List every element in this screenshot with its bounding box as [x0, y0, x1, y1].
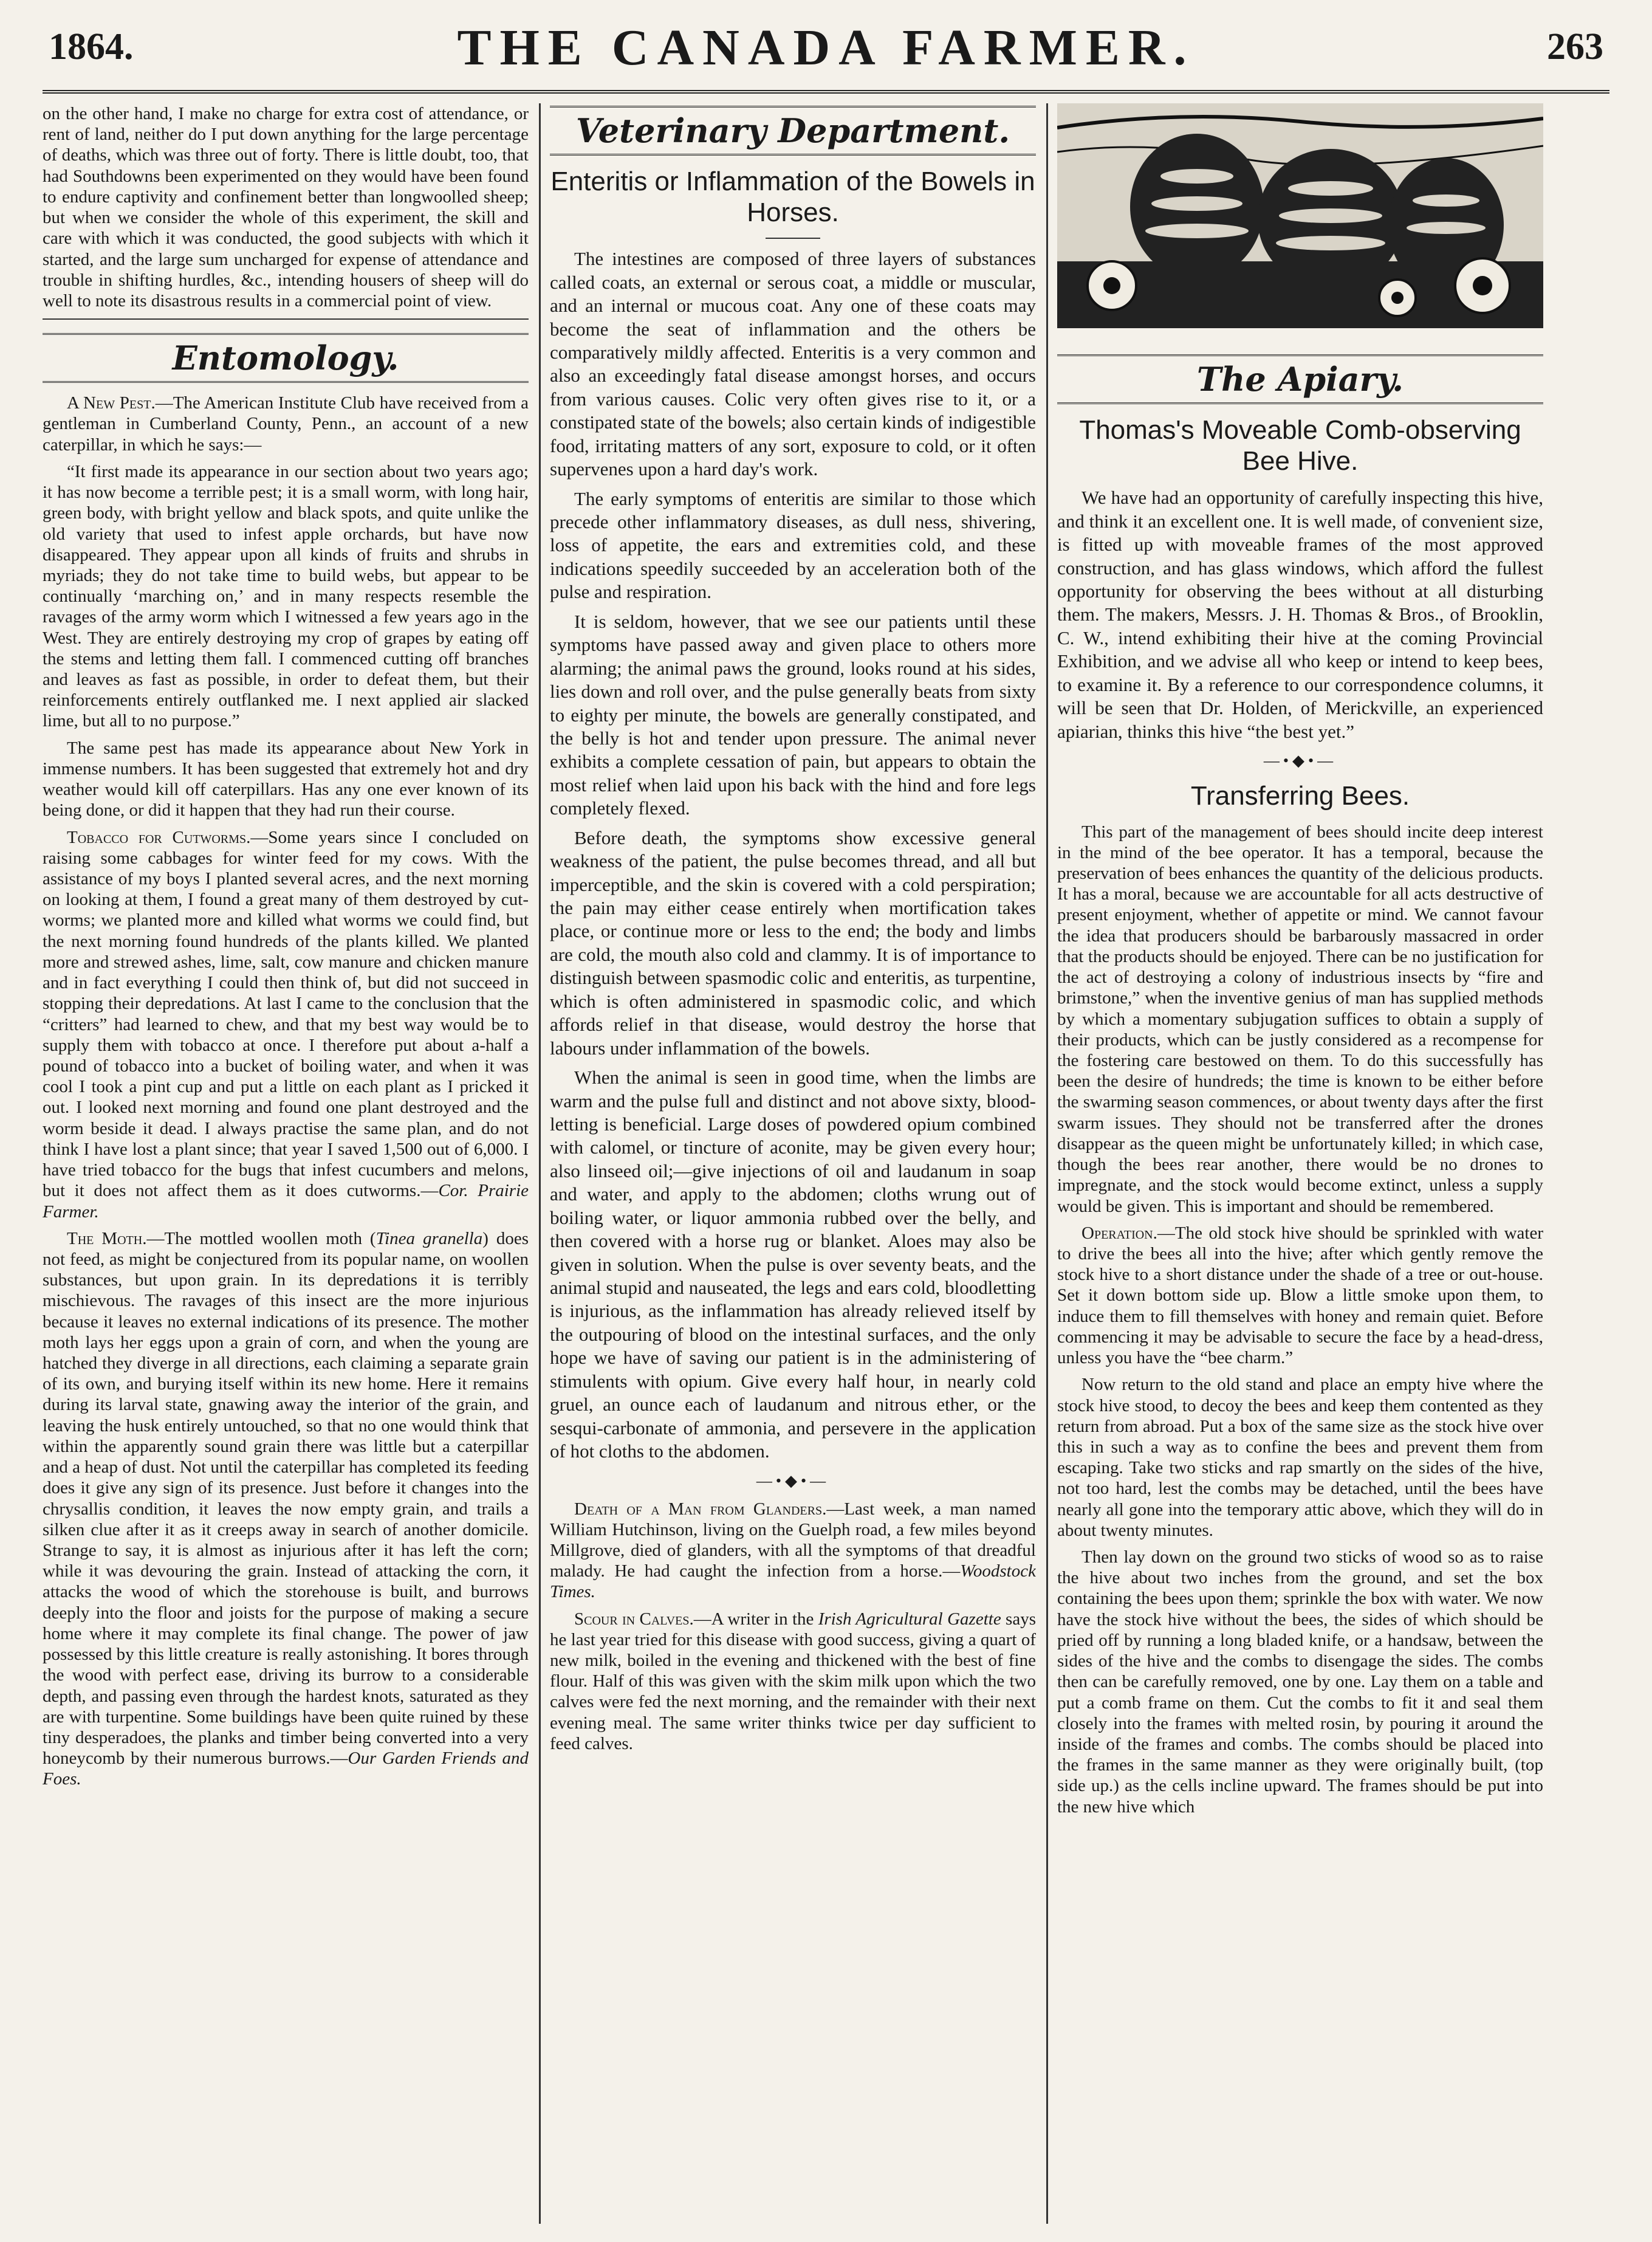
- item-lead: Tobacco for Cutworms.: [67, 827, 251, 847]
- item-lead: Operation.: [1081, 1223, 1157, 1243]
- citation: Our Garden Friends and Foes.: [43, 1749, 529, 1789]
- paragraph: “It first made its appearance in our section about two years ago; it has now become a terrible pest; it is a small worm, with long hair, green body, with bright yellow and black spots, and quite unlike the old variety that used to infest apple orchards, but have now disappeared. They appear upon all kinds of fruits and shrubs in myriads; they do not take time to build webs, but appear to be continually ‘marching on,’ and in many respects resemble the ravages of the army worm which I witnessed a few years ago in the West. They are entirely destroying my crop of grapes by eating off the stems and letting them fall. I commenced cutting off branches and leaves as fast as possible, in order to defeat them, but their reinforcements entirely outflanked me. I next applied air slacked lime, but all to no purpose.”: [43, 461, 529, 731]
- ornament-separator: —•◆•—: [756, 1471, 830, 1490]
- column-divider: [539, 103, 541, 2224]
- item-lead: Death of a Man from Glanders.: [574, 1499, 827, 1519]
- item-lead: A New Pest.: [67, 393, 156, 413]
- column-divider: [1046, 103, 1048, 2224]
- paragraph: This part of the management of bees should incite deep interest in the mind of the bee operator. It has a temporal, because the preservation of bees enhances the quantity of the delicious products. It has a moral, because we are accountable for all acts destructive of present enjoyment, whether of appetite or mind. We cannot favour the idea that producers should be barbarously massacred in order that the products should be enjoyed. There can be no justification for the act of destroying a colony of industrious insects by “fire and brimstone,” when the inventive genius of man has supplied methods by which a momentary subjugation suffices to obtain a supply of their products, which can be justly considered as a recompense for the fostering care bestowed on them. To do this successfully has been the desire of hundreds; the time is known to be either before the swarming season commences, or about twenty days after the first swarm issues. They should not be transferred after the drones disappear as the queen might be unfortunately killed; in which case, though the bees rear another, there would be no drones to impregnate, and the stock would become extinct, unless a supply would be given. This is important and should be remembered.: [1057, 822, 1543, 1216]
- column-right: [1057, 103, 1543, 2224]
- article-moth: The Moth.—The mottled woollen moth (Tinea granella) does not feed, as might be conjectured from its popular name, on woollen substances, but upon grain. In its depredations it is terribly mischievous. The ravages of this insect are the more injurious because it leaves no external indications of its presence. The mother moth lays her eggs upon a grain of corn, and when the young are hatched they diverge in all directions, each claiming a separate grain of its own, and burying itself within its new home. Here it remains during its larval state, gnawing away the interior of the grain, and leaving the husk entirely untouched, so that no one would think that within the apparently sound grain there was little but a caterpillar and a heap of dust. Not until the caterpillar has completed its feeding does it give any sign of its presence. Just before it changes into the chrysallis condition, it leaves the now empty grain, and trails a silken clue after it as it creeps away in search of another domicile. Strange to say, it is almost as injurious after it has left the corn; while it was devouring the grain. Instead of attacking the corn, it attacks the wood of which the storehouse is built, and burrows deeply into the floor and joists for the purpose of making a secure home where it may complete its final change. The power of jaw possessed by this little creature is really astonishing. It bores through the wood with perfect ease, driving its burrow to a considerable depth, and passing even through the hardest knots, saturated as they are with turpentine. Some buildings have been quite ruined by these tiny desperadoes, the planks and timber being converted into a very honeycomb by their numerous burrows.—Our Garden Friends and Foes.: [43, 1228, 529, 1789]
- publication-name: Irish Agricultural Gazette: [818, 1609, 1001, 1629]
- latin-name: Tinea granella: [375, 1228, 483, 1248]
- department-heading-entomology: Entomology.: [43, 333, 529, 383]
- item-lead: Scour in Calves.: [574, 1609, 694, 1629]
- citation: Cor. Prairie Farmer.: [43, 1181, 529, 1222]
- paragraph: Now return to the old stand and place an empty hive where the stock hive stood, to decoy the bees and keep them contented as they return from abroad. Put a box of the same size as the stock hive over this in such a way as to confine the bees and prevent them from escaping. Take two sticks and rap smartly on the sides of the hive, not too hard, lest the combs may be detached, until the bees have nearly all gone into the temporary attic above, which they will do in about twenty minutes.: [1057, 1375, 1543, 1540]
- section-rule: [43, 318, 529, 320]
- paragraph: Before death, the symptoms show excessive general weakness of the patient, the pulse becomes thread, and all but imperceptible, and the skin is covered with a cold perspiration; the pain may either cease entirely when mortification takes place, or continue more or less to the end; the body and limbs are cold, the mouth also cold and clammy. It is of importance to distinguish between spasmodic colic and enteritis, as turpentine, which is often administered in spasmodic colic, and which affords relief in that disease, would destroy the horse that labours under inflammation of the bowels.: [550, 827, 1036, 1059]
- header-rule: [43, 90, 1609, 94]
- column-middle: [550, 103, 1036, 2224]
- citation: Woodstock Times.: [550, 1561, 1036, 1602]
- article-glanders: Death of a Man from Glanders.—Last week, a man named William Hutchinson, living on the Guelph road, a few miles beyond Millgrove, died of glanders, with all the symptoms of that dreadful malady. He had caught the infection from a horse.—Woodstock Times.: [550, 1499, 1036, 1602]
- paragraph: The early symptoms of enteritis are similar to those which precede other inflammatory diseases, as dull ness, shivering, loss of appetite, the ears and extremities cold, and these indications speedily succeeded by an acceleration both of the pulse and respiration.: [550, 487, 1036, 603]
- article-title-bee-hive: Thomas's Moveable Comb-observing Bee Hive.: [1079, 415, 1521, 476]
- paragraph: When the animal is seen in good time, when the limbs are warm and the pulse full and distinct and not above sixty, blood-letting is beneficial. Large doses of powdered opium combined with calomel, or tincture of aconite, may be given every hour; also linseed oil;—give injections of oil and laudanum in soap and water, and apply to the abdomen; cloths wrung out of boiling water, or liquor ammonia rubbed over the belly, and then covered with a horse rug or blanket. Aloes may also be given in solution. When the pulse is over seventy beats, and the animal stupid and nauseated, the legs and ears cold, bloodletting is injurious, as the inflammation has already relieved itself by the outpouring of blood on the intestinal surfaces, and the only hope we have of saving our patient is in the administering of stimulents with opium. Give every half hour, in nearly cold gruel, an ounce each of laudanum and nitrous ether, or the sesqui-carbonate of ammonia, and persevere in the application of hot cloths to the abdomen.: [550, 1067, 1036, 1462]
- issue-year: 1864.: [49, 26, 134, 67]
- ornament-separator: —•◆•—: [1263, 752, 1337, 769]
- short-rule: [766, 238, 820, 239]
- paragraph: The same pest has made its appearance about New York in immense numbers. It has been suggested that extremely hot and dry weather would kill off caterpillars. Has any one ever known of its being done, or did it happen that they had run their course.: [43, 738, 529, 820]
- paragraph: It is seldom, however, that we see our patients until these symptoms have passed away and given place to others more alarming; the animal paws the ground, looks round at his sides, lies down and roll over, and the pulse generally beats from sixty to eighty per minute, the bowels are generally constipated, and the belly is hot and tender upon pressure. The animal never exhibits a complete cessation of pain, but appears to obtain the most relief when laid upon his back with the hind and fore legs completely flexed.: [550, 610, 1036, 819]
- department-heading-apiary: The Apiary.: [1057, 354, 1543, 404]
- page-header: [43, 18, 1609, 97]
- paragraph: The intestines are composed of three layers of substances called coats, an external or serous coat, a middle or muscular, and an internal or mucous coat. Any one of these coats may become the seat of inflammation and the others be comparatively mildly affected. Enteritis is a very common and also an exceedingly fatal disease amongst horses, and occurs from various causes. Colic very often gives rise to it, or a constipated state of the bowels; also certain kinds of indigestible food, irritating matters of any sort, exposure to cold, or it often supervenes upon a hard day's work.: [550, 248, 1036, 480]
- page-number: 263: [1547, 26, 1603, 67]
- department-heading-veterinary: Veterinary Department.: [550, 106, 1036, 156]
- article-tobacco-cutworms: Tobacco for Cutworms.—Some years since I concluded on raising some cabbages for winter feed for my cows. With the assistance of my boys I planted several acres, and the next morning on looking at them, I found a great many of them destroyed by cut-worms; we planted more and killed what worms we could find, but the next morning found hundreds of the plants killed. We planted more and strewed ashes, lime, salt, cow manure and chicken manure and in fact everything I could then think of, but did not succeed in stopping their depredations. At last I came to the conclusion that the “critters” had learned to chew, and that my best way would be to supply them with tobacco at once. I therefore put about a-half a pound of tobacco into a bucket of boiling water, and when it was cool I took a pint cup and put a little on each plant as I pricked it out. I looked next morning and found one plant destroyed and the worm beside it dead. I always practise the same plan, and do not think I have lost a plant since; that year I saved 1,500 out of 6,000. I have tried tobacco for the bugs that infest cucumbers and melons, but it does not affect them as it does cutworms.—Cor. Prairie Farmer.: [43, 827, 529, 1222]
- article-title-enteritis: Enteritis or Inflammation of the Bowels in Horses.: [550, 167, 1035, 227]
- article-scour-calves: Scour in Calves.—A writer in the Irish Agricultural Gazette says he last year tried for this disease with good success, giving a quart of new milk, boiled in the evening and thickened with the best of fine flour. Half of this was given with the skim milk upon which the two calves were fed the next morning, and the remainder with their next evening meal. The same writer thinks twice per day sufficient to feed calves.: [550, 1609, 1036, 1753]
- paragraph: We have had an opportunity of carefully inspecting this hive, and think it an excellent one. It is well made, of convenient size, is fitted up with moveable frames of the most approved construction, and has glass windows, which afford the fullest opportunity for observing the bees without at all disturbing them. The makers, Messrs. J. H. Thomas & Bros., of Brooklin, C. W., intend exhibiting their hive at the coming Provincial Exhibition, and we advise all who keep or intend to keep bees, to examine it. By a reference to our correspondence columns, it will be seen that Dr. Holden, of Merickville, an experienced apiarian, thinks this hive “the best yet.”: [1057, 487, 1543, 742]
- article-title-transferring-bees: Transferring Bees.: [1190, 781, 1410, 811]
- apiary-engraving: [1057, 103, 1543, 328]
- paragraph: Then lay down on the ground two sticks of wood so as to raise the hive about two inches from the ground, and set the box containing the bees upon them; sprinkle the box with water. We now have the stock hive without the bees, the sides of which should be pried off by running a long bladed knife, or a handsaw, between the sides of the hive and the combs to disengage the sides. The combs then can be carefully removed, one by one. Lay them on a table and put a comb frame on them. Cut the combs to fit it and seal them closely into the frames with melted rosin, by pouring it around the inside of the frames and combs. The combs should be placed into the frames in the same manner as they were originally built, (top side up.) as the cells incline upward. The frames should be put into the new hive which: [1057, 1547, 1543, 1817]
- column-left: [43, 103, 529, 2224]
- article-new-pest: A New Pest.—The American Institute Club have received from a gentleman in Cumberland County, Penn., an account of a new caterpillar, in which he says:—: [43, 393, 529, 455]
- masthead-title: THE CANADA FARMER.: [457, 19, 1195, 76]
- article-continuation: on the other hand, I make no charge for extra cost of attendance, or rent of land, neither do I put down anything for the large percentage of deaths, which was three out of forty. There is little doubt, too, that had Southdowns been experimented on they would have been found to endure captivity and confinement better than longwoolled sheep; but when we consider the whole of this experiment, the skill and care with which it was conducted, the good subjects with which it started, and the large sum uncharged for expense of attendance and trouble in shifting hurdles, &c., intending housers of sheep will do well to note its disastrous results in a commercial point of view.: [43, 104, 529, 311]
- paragraph-operation: Operation.—The old stock hive should be sprinkled with water to drive the bees all into the hive; after which gently remove the stock hive to a short distance under the shade of a tree or out-house. Set it down bottom side up. Blow a little smoke upon them, to induce them to fill themselves with honey and remain quiet. Before commencing it may be advisable to secure the face by a head-dress, unless you have the “bee charm.”: [1057, 1223, 1543, 1368]
- item-lead: The Moth.: [67, 1228, 147, 1248]
